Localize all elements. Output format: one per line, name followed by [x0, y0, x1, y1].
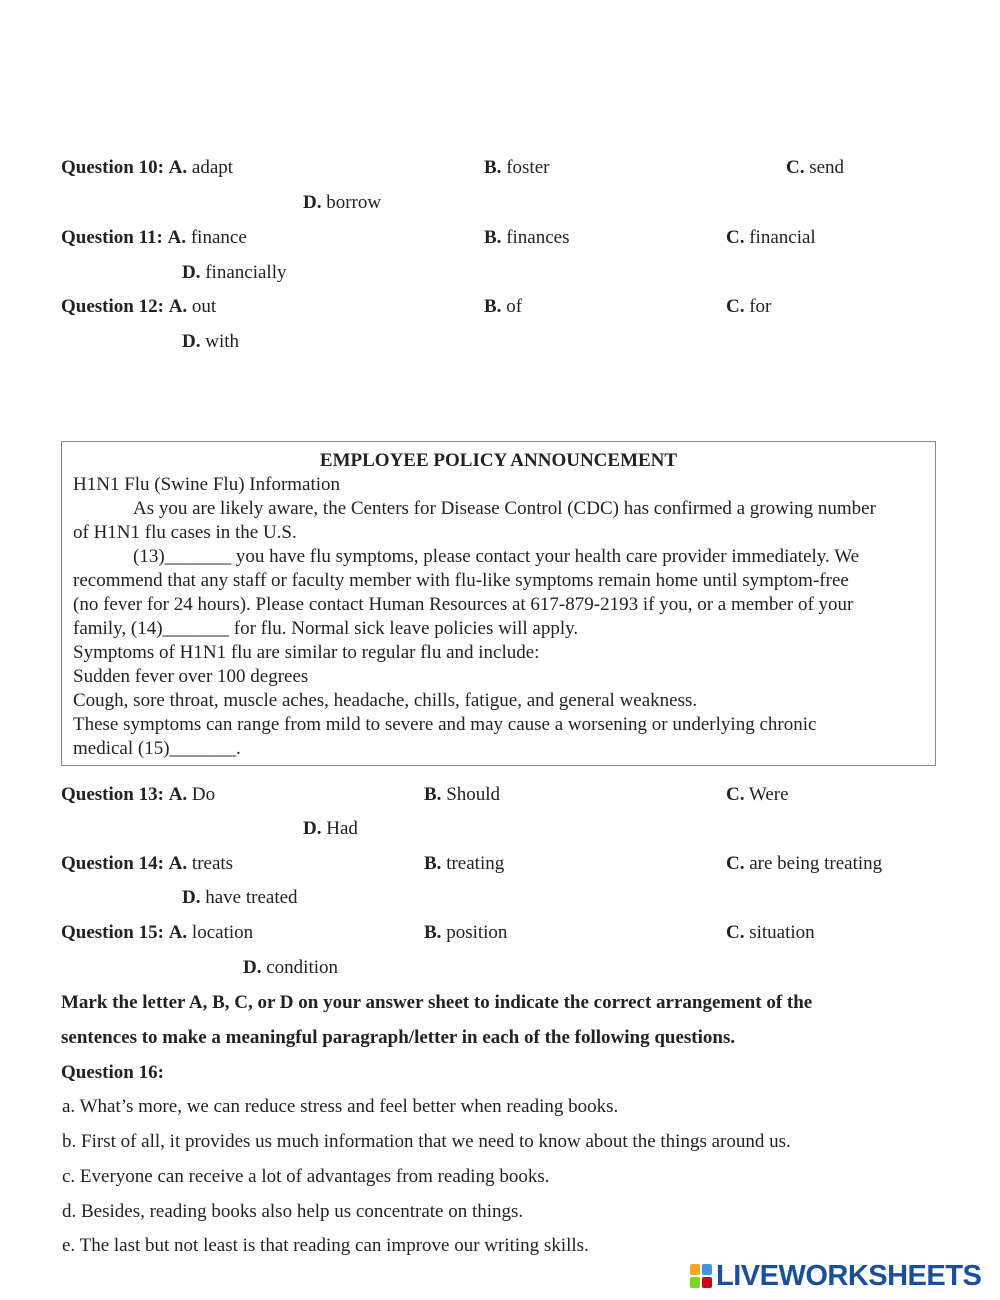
option-letter: A. [168, 157, 188, 178]
option-letter: C. [726, 853, 745, 874]
option-letter: D. [182, 262, 201, 283]
question-13-row [61, 783, 215, 807]
option-letter: A. [168, 784, 188, 805]
sentence-item: b. First of all, it provides us much information that we need to know about the things around us. [62, 1131, 791, 1152]
question-10-option-c [786, 156, 844, 180]
question-10-option-d [303, 191, 381, 215]
option-a: out [191, 296, 217, 317]
question-13-option-c [726, 783, 789, 807]
option-c: send [809, 157, 845, 178]
option-b: of [506, 296, 523, 317]
sentence-item: e. The last but not least is that reading can improve our writing skills. [62, 1235, 589, 1256]
question-15-row [61, 921, 253, 945]
logo-icon [690, 1264, 712, 1288]
question-label: Question 10: [61, 157, 164, 178]
announcement-line: Sudden fever over 100 degrees [73, 666, 309, 687]
question-15-option-c [726, 921, 815, 945]
logo-square [702, 1277, 712, 1288]
option-a: location [191, 922, 254, 943]
question-12-option-b [484, 295, 522, 319]
option-c: Were [748, 784, 789, 805]
option-b: foster [506, 157, 550, 178]
option-letter: C. [786, 157, 805, 178]
question-label: Question 12: [61, 296, 164, 317]
announcement-line: H1N1 Flu (Swine Flu) Information [73, 474, 341, 495]
announcement-box [61, 441, 936, 766]
question-11-row [61, 226, 247, 250]
announcement-line: Symptoms of H1N1 flu are similar to regular flu and include: [73, 642, 540, 663]
question-14-option-c [726, 852, 882, 876]
liveworksheets-logo [690, 1259, 982, 1292]
option-letter: C. [726, 784, 745, 805]
option-b: position [446, 922, 508, 943]
question-15-option-d [243, 956, 338, 980]
option-letter: A. [168, 922, 188, 943]
question-15-option-b [424, 921, 507, 945]
option-letter: B. [424, 784, 442, 805]
option-letter: C. [726, 922, 745, 943]
question-label: Question 14: [61, 853, 164, 874]
question-10-option-b [484, 156, 549, 180]
question-14-row [61, 852, 233, 876]
announcement-title: EMPLOYEE POLICY ANNOUNCEMENT [319, 450, 678, 471]
logo-text: LIVEWORKSHEETS [716, 1259, 982, 1292]
instruction-line: sentences to make a meaningful paragraph/letter in each of the following questions. [61, 1027, 736, 1048]
option-d: Had [326, 818, 358, 839]
option-letter: B. [484, 227, 502, 248]
announcement-line: (no fever for 24 hours). Please contact Human Resources at 617-879-2193 if you, or a member of your [73, 594, 854, 615]
option-letter: A. [168, 853, 188, 874]
question-12-option-c [726, 295, 771, 319]
sentence-item: c. Everyone can receive a lot of advantages from reading books. [62, 1166, 550, 1187]
logo-square [702, 1264, 712, 1275]
option-letter: D. [303, 192, 322, 213]
option-c: for [749, 296, 772, 317]
logo-square [690, 1264, 700, 1275]
sentence-item: a. What’s more, we can reduce stress and feel better when reading books. [62, 1096, 619, 1117]
option-c: situation [749, 922, 815, 943]
instruction-line: Mark the letter A, B, C, or D on your answer sheet to indicate the correct arrangement of the [61, 992, 813, 1013]
option-c: financial [749, 227, 816, 248]
option-b: treating [446, 853, 505, 874]
option-letter: A. [168, 296, 188, 317]
question-10-row [61, 156, 233, 180]
question-11-option-c [726, 226, 816, 250]
option-d: have treated [205, 887, 298, 908]
question-12-option-d [182, 330, 239, 354]
option-a: Do [191, 784, 216, 805]
question-16-label: Question 16: [61, 1062, 164, 1083]
question-label: Question 13: [61, 784, 164, 805]
sentence-item: d. Besides, reading books also help us concentrate on things. [62, 1201, 524, 1222]
question-12-row [61, 295, 216, 319]
option-a: adapt [191, 157, 234, 178]
question-label: Question 15: [61, 922, 164, 943]
question-11-option-d [182, 261, 286, 285]
option-c: are being treating [749, 853, 883, 874]
option-letter: A. [167, 227, 187, 248]
option-d: financially [205, 262, 287, 283]
question-14-option-d [182, 886, 298, 910]
question-13-option-b [424, 783, 500, 807]
option-b: finances [506, 227, 570, 248]
option-b: Should [446, 784, 501, 805]
logo-square [690, 1277, 700, 1288]
option-letter: B. [484, 157, 502, 178]
option-letter: C. [726, 227, 745, 248]
announcement-line: family, (14)_______ for flu. Normal sick leave policies will apply. [73, 618, 579, 639]
question-label: Question 11: [61, 227, 163, 248]
question-14-option-b [424, 852, 504, 876]
option-d: condition [266, 957, 339, 978]
option-d: borrow [326, 192, 382, 213]
question-13-option-d [303, 817, 358, 841]
announcement-line: recommend that any staff or faculty member with flu-like symptoms remain home until symptom-free [73, 570, 849, 591]
announcement-line: (13)_______ you have flu symptoms, please contact your health care provider immediately. We [133, 546, 860, 567]
announcement-line: As you are likely aware, the Centers for Disease Control (CDC) has confirmed a growing number [133, 498, 876, 519]
option-d: with [205, 331, 240, 352]
option-letter: B. [424, 853, 442, 874]
option-letter: D. [303, 818, 322, 839]
announcement-line: Cough, sore throat, muscle aches, headache, chills, fatigue, and general weakness. [73, 690, 698, 711]
option-a: treats [191, 853, 234, 874]
option-a: finance [190, 227, 247, 248]
option-letter: B. [484, 296, 502, 317]
question-11-option-b [484, 226, 570, 250]
option-letter: D. [182, 331, 201, 352]
option-letter: C. [726, 296, 745, 317]
option-letter: D. [243, 957, 262, 978]
option-letter: B. [424, 922, 442, 943]
announcement-line: medical (15)_______. [73, 738, 241, 759]
option-letter: D. [182, 887, 201, 908]
announcement-line: These symptoms can range from mild to severe and may cause a worsening or underlying chronic [73, 714, 817, 735]
announcement-line: of H1N1 flu cases in the U.S. [73, 522, 297, 543]
